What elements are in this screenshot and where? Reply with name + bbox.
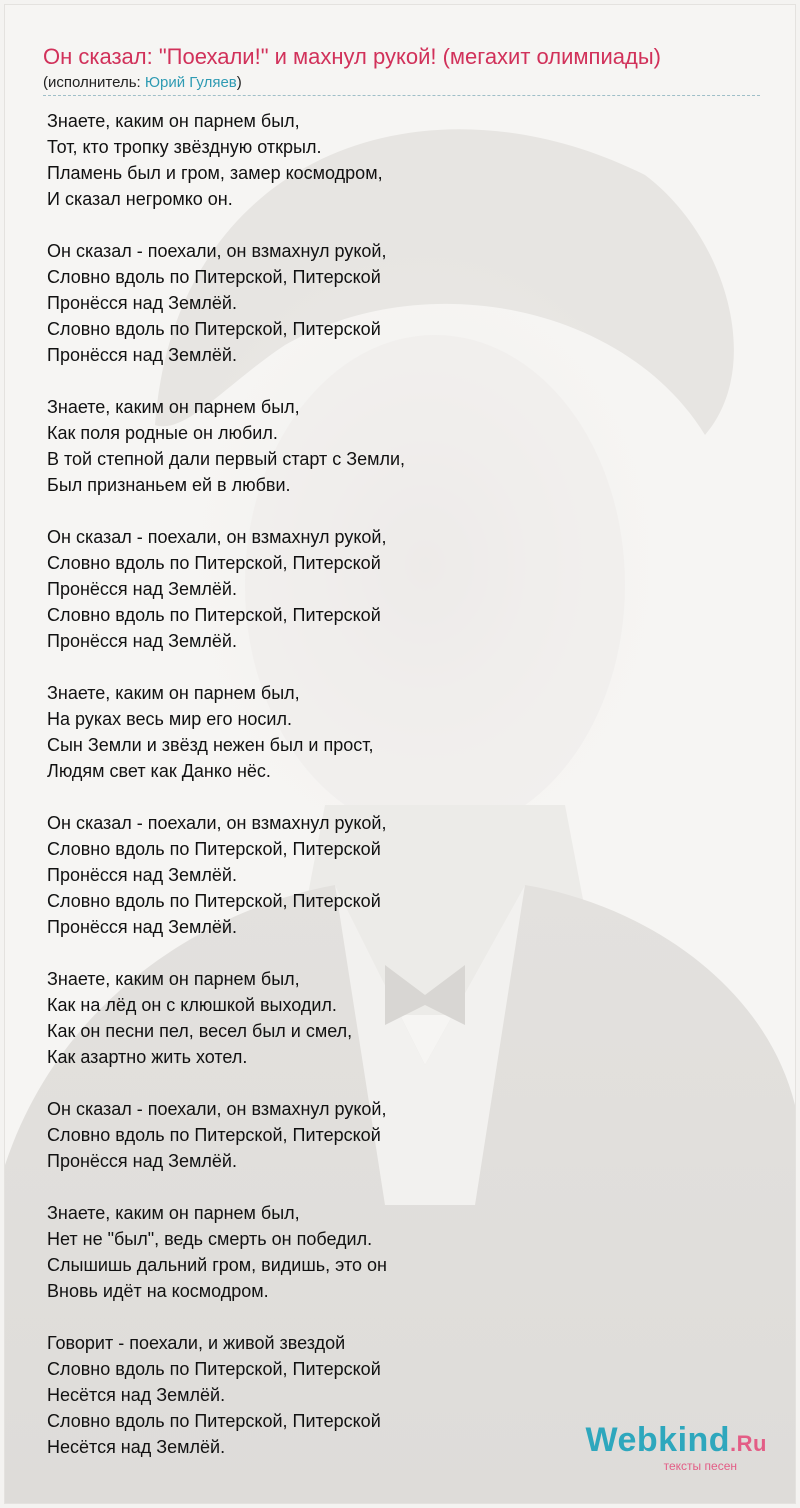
stanza-gap [47, 784, 763, 810]
artist-suffix: ) [236, 74, 242, 91]
lyrics-line: И сказал негромко он. [47, 189, 233, 209]
lyrics-page-content [43, 43, 763, 1460]
lyrics-body [47, 108, 763, 1460]
stanza-gap [47, 654, 763, 680]
lyrics-line: Знаете, каким он парнем был, [47, 397, 300, 417]
lyrics-line: Как поля родные он любил. [47, 423, 278, 443]
lyrics-line: Пронёсся над Землёй. [47, 1151, 237, 1171]
artist-line [43, 73, 763, 93]
lyrics-line: Словно вдоль по Питерской, Питерской [47, 1125, 381, 1145]
lyrics-stanza [47, 238, 763, 368]
lyrics-line: Как азартно жить хотел. [47, 1047, 248, 1067]
stanza-gap [47, 1304, 763, 1330]
lyrics-line: Пронёсся над Землёй. [47, 917, 237, 937]
lyrics-line: Знаете, каким он парнем был, [47, 111, 300, 131]
artist-prefix: (исполнитель: [43, 74, 145, 91]
lyrics-line: Словно вдоль по Питерской, Питерской [47, 553, 381, 573]
lyrics-line: Знаете, каким он парнем был, [47, 1203, 300, 1223]
lyrics-stanza [47, 394, 763, 498]
lyrics-stanza [47, 1200, 763, 1304]
lyrics-line: Словно вдоль по Питерской, Питерской [47, 839, 381, 859]
lyrics-line: Словно вдоль по Питерской, Питерской [47, 1411, 381, 1431]
lyrics-line: Он сказал - поехали, он взмахнул рукой, [47, 1099, 387, 1119]
page-frame [4, 4, 796, 1504]
lyrics-line: Словно вдоль по Питерской, Питерской [47, 319, 381, 339]
lyrics-stanza [47, 108, 763, 212]
lyrics-line: Знаете, каким он парнем был, [47, 969, 300, 989]
lyrics-line: Он сказал - поехали, он взмахнул рукой, [47, 527, 387, 547]
lyrics-line: Нет не "был", ведь смерть он победил. [47, 1229, 373, 1249]
lyrics-line: Как на лёд он с клюшкой выходил. [47, 995, 337, 1015]
lyrics-line: Пламень был и гром, замер космодром, [47, 163, 383, 183]
lyrics-line: Как он песни пел, весел был и смел, [47, 1021, 353, 1041]
lyrics-line: В той степной дали первый старт с Земли, [47, 449, 406, 469]
lyrics-stanza [47, 1096, 763, 1174]
lyrics-line: Словно вдоль по Питерской, Питерской [47, 267, 381, 287]
stanza-gap [47, 368, 763, 394]
lyrics-line: Пронёсся над Землёй. [47, 631, 237, 651]
lyrics-line: Словно вдоль по Питерской, Питерской [47, 891, 381, 911]
artist-link[interactable]: Юрий Гуляев [144, 74, 237, 91]
site-logo[interactable] [586, 1423, 768, 1473]
lyrics-line: Словно вдоль по Питерской, Питерской [47, 1359, 381, 1379]
lyrics-line: Пронёсся над Землёй. [47, 345, 237, 365]
lyrics-line: Тот, кто тропку звёздную открыл. [47, 137, 322, 157]
stanza-gap [47, 1070, 763, 1096]
lyrics-line: Несётся над Землёй. [47, 1437, 226, 1457]
lyrics-line: Сын Земли и звёзд нежен был и прост, [47, 735, 374, 755]
song-title: Он сказал: "Поехали!" и махнул рукой! (мегахит олимпиады) [43, 44, 661, 69]
lyrics-line: Вновь идёт на космодром. [47, 1281, 269, 1301]
stanza-gap [47, 940, 763, 966]
stanza-gap [47, 1174, 763, 1200]
lyrics-line: На руках весь мир его носил. [47, 709, 292, 729]
lyrics-line: Он сказал - поехали, он взмахнул рукой, [47, 813, 387, 833]
lyrics-line: Людям свет как Данко нёс. [47, 761, 271, 781]
title-divider [43, 95, 760, 96]
lyrics-line: Знаете, каким он парнем был, [47, 683, 300, 703]
lyrics-stanza [47, 810, 763, 940]
lyrics-stanza [47, 680, 763, 784]
logo-tagline: тексты песен [663, 1459, 737, 1473]
lyrics-line: Несётся над Землёй. [47, 1385, 226, 1405]
lyrics-line: Пронёсся над Землёй. [47, 865, 237, 885]
lyrics-stanza [47, 524, 763, 654]
lyrics-line: Говорит - поехали, и живой звездой [47, 1333, 346, 1353]
stanza-gap [47, 498, 763, 524]
stanza-gap [47, 212, 763, 238]
lyrics-stanza [47, 966, 763, 1070]
logo-tld: .Ru [730, 1431, 767, 1456]
lyrics-line: Слышишь дальний гром, видишь, это он [47, 1255, 387, 1275]
lyrics-line: Он сказал - поехали, он взмахнул рукой, [47, 241, 387, 261]
lyrics-line: Был признаньем ей в любви. [47, 475, 291, 495]
lyrics-line: Пронёсся над Землёй. [47, 293, 237, 313]
lyrics-line: Словно вдоль по Питерской, Питерской [47, 605, 381, 625]
logo-name: Webkind [585, 1421, 731, 1459]
lyrics-line: Пронёсся над Землёй. [47, 579, 237, 599]
